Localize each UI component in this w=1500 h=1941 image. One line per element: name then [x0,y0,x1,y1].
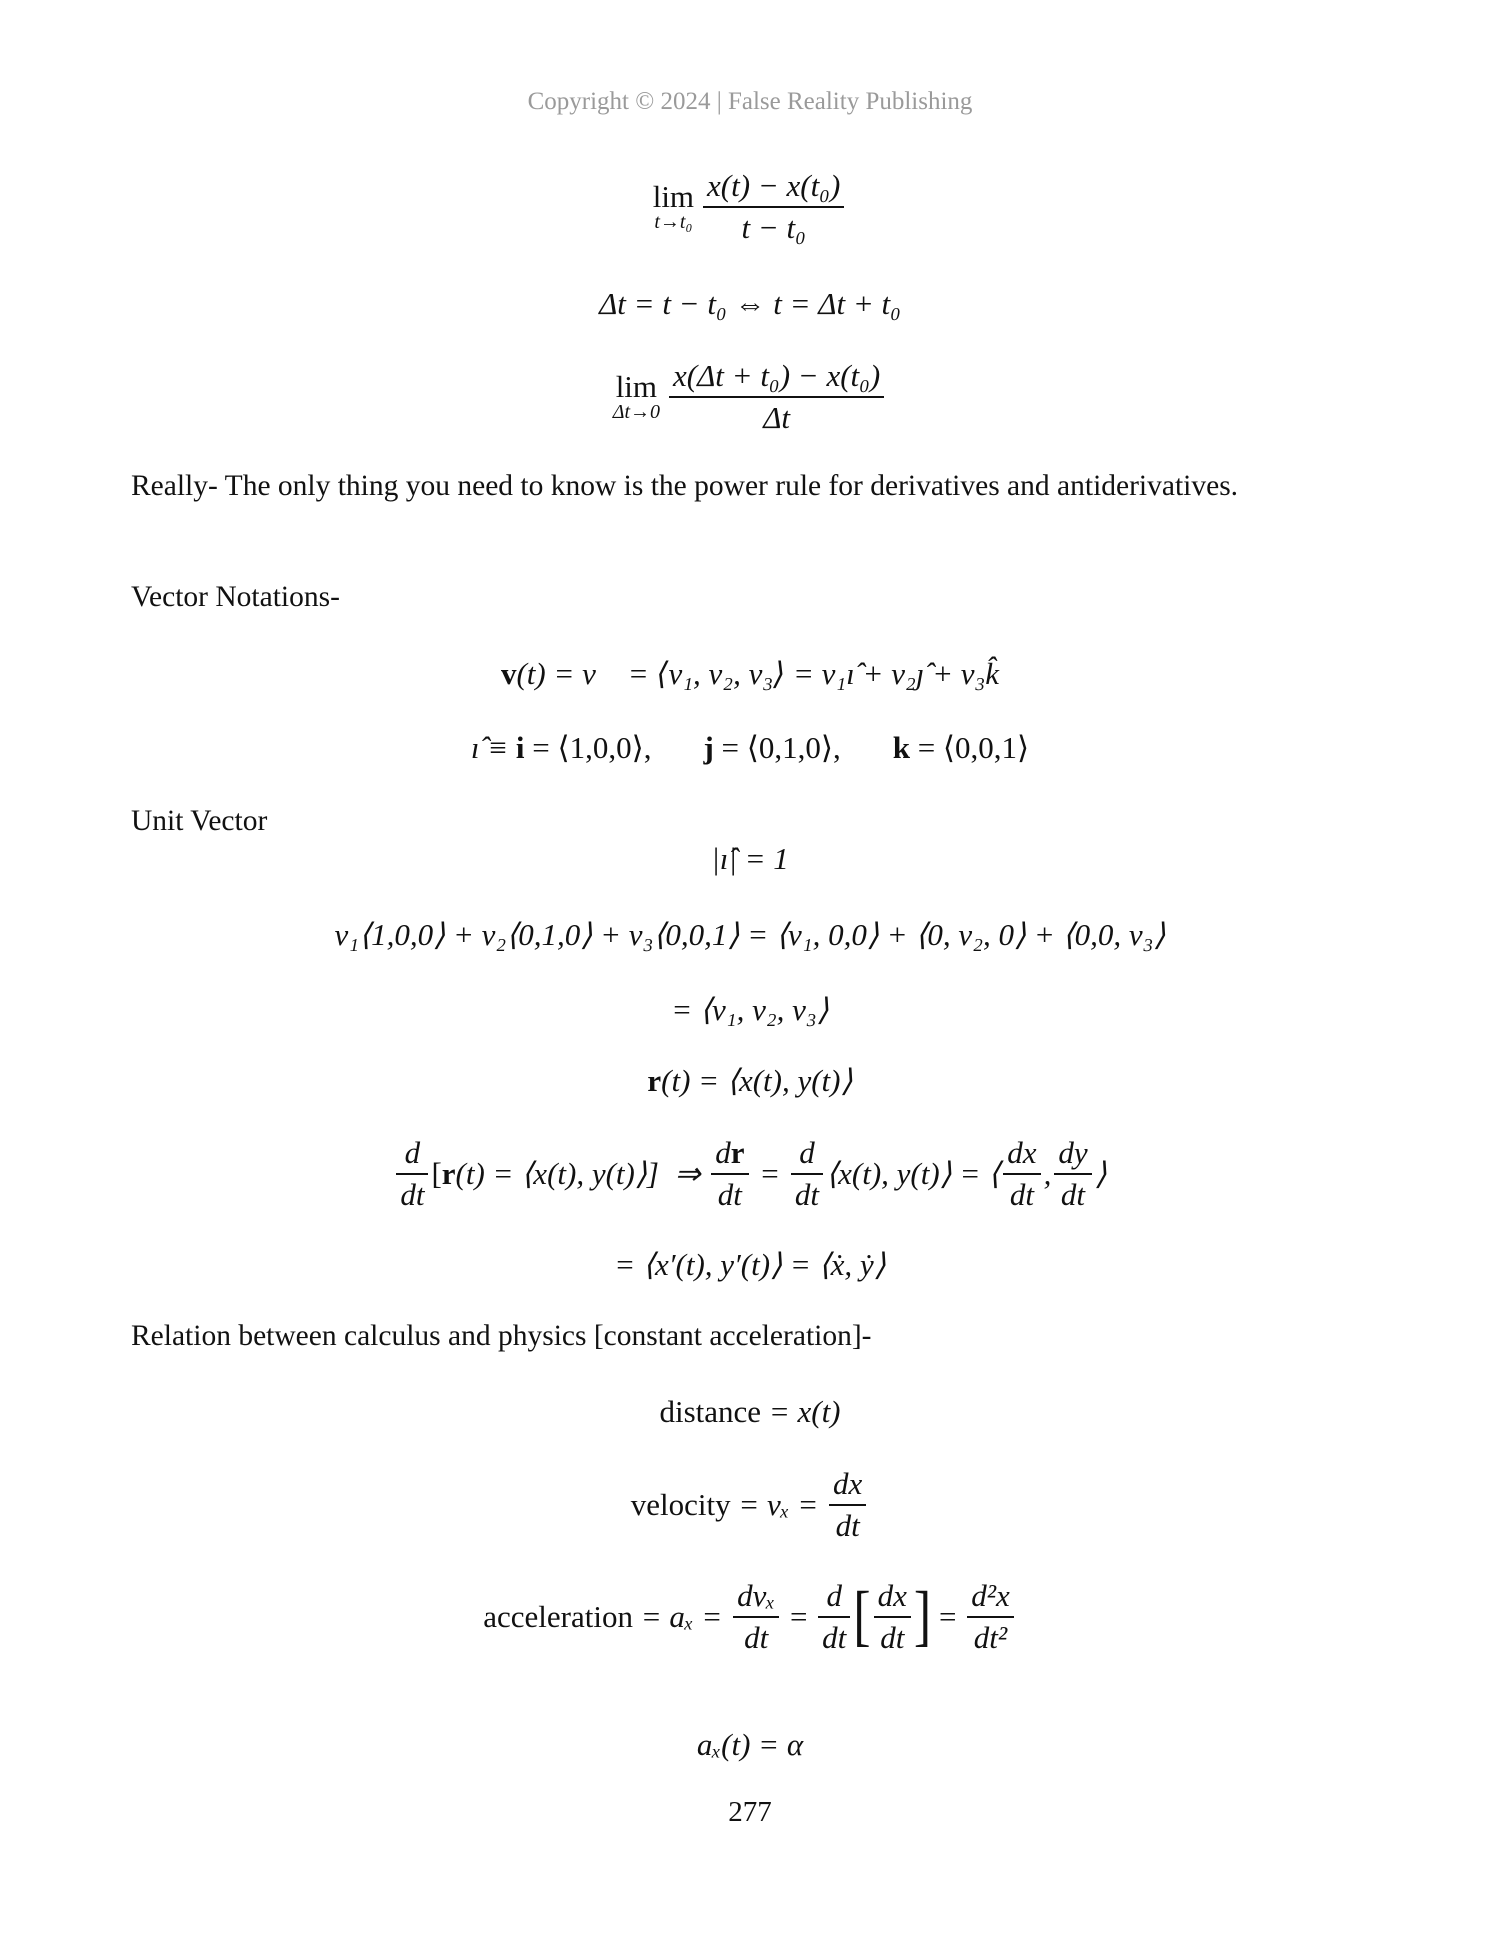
numerator: dx [877,1578,907,1613]
bracket: [ [853,1578,871,1654]
heading-vector-notations: Vector Notations- [131,581,340,613]
equation-rest: = x(t) [761,1394,841,1429]
bracket: [ [431,1155,442,1191]
denominator: dt [829,1504,866,1544]
denominator: dt [791,1173,823,1213]
lim-subscript: t→t₀ [654,211,693,234]
numerator: dy [1058,1135,1088,1170]
bold-r: r [647,1063,662,1098]
label: acceleration [483,1598,633,1634]
lim-label: lim [615,369,658,405]
fraction [396,1135,428,1212]
equation-rest: = aₓ = [632,1598,731,1634]
paragraph-power-rule: Really- The only thing you need to know is the power rule for derivatives and antiderivatives. [131,470,1239,502]
denominator: Δt [669,396,884,436]
equation-delta-t: Δt = t − t₀ ⇔ t = Δt + t₀ [599,286,901,321]
text: (t) = ⟨x(t), y(t)⟩] ⇒ [455,1155,709,1191]
equation-constant-acceleration: aₓ(t) = α [696,1727,804,1762]
denominator: dt [1054,1173,1091,1213]
numerator: dx [833,1466,863,1501]
d: d [715,1135,731,1170]
numerator: d [799,1135,815,1170]
equation-rest: = vₓ = [730,1486,826,1522]
equation-position-vector [0,1063,1500,1099]
page-number: 277 [728,1796,772,1828]
equation-component-result: = ⟨v₁, v₂, v₃⟩ [671,992,829,1027]
fraction [829,1466,866,1543]
fraction [669,358,884,435]
equation-derivative-vector [0,1135,1500,1212]
text: = ⟨0,1,0⟩, [713,730,841,765]
heading-calculus-physics: Relation between calculus and physics [constant acceleration]- [131,1320,872,1352]
equals: = [751,1155,788,1191]
fraction [1003,1135,1040,1212]
numerator: d [404,1135,421,1170]
fraction [874,1578,911,1655]
equation-rest: (t) = v⃗ = ⟨v₁, v₂, v₃⟩ = v₁ı̂ + v₂ȷ̂ + v₃k̂ [516,656,1000,691]
equation-derivative-result: = ⟨x′(t), y′(t)⟩ = ⟨ẋ, ẏ⟩ [614,1247,886,1282]
fraction [703,168,844,245]
denominator: dt [874,1616,911,1656]
numerator [711,1135,748,1173]
heading-unit-vector: Unit Vector [131,805,268,837]
equation-rest: (t) = ⟨x(t), y(t)⟩ [661,1063,853,1098]
denominator: dt [711,1173,748,1213]
text: = ⟨0,0,1⟩ [909,730,1030,765]
label: velocity [630,1486,731,1522]
fraction [967,1578,1014,1655]
fraction [733,1578,779,1655]
numerator: x(t) − x(t₀) [707,168,841,203]
label: distance [659,1394,762,1429]
denominator: dt [1003,1173,1040,1213]
lim-label: lim [652,179,695,215]
bold-r: r [441,1155,456,1191]
equation-velocity [0,1466,1500,1543]
lim-subscript: Δt→0 [612,401,661,424]
denominator: dt [396,1173,428,1213]
equation-vector [0,656,1500,692]
fraction [818,1578,850,1655]
text: ⟨x(t), y(t)⟩ = ⟨ [826,1155,1001,1191]
bold-r: r [730,1135,745,1170]
denominator: t − t₀ [703,206,844,246]
bold-k: k [892,730,910,765]
equals: = [931,1598,965,1634]
equation-distance [0,1394,1500,1430]
denominator: dt² [967,1616,1014,1656]
fraction [711,1135,748,1212]
angle-bracket: ⟩ [1094,1155,1107,1191]
text: ı̂ ≡ [470,730,516,765]
text: = ⟨1,0,0⟩, [524,730,652,765]
fraction [791,1135,823,1212]
numerator: dx [1007,1135,1037,1170]
denominator: dt [733,1616,779,1656]
bracket: ] [913,1578,932,1654]
fraction [1054,1135,1091,1212]
numerator: dvₓ [737,1578,776,1613]
equation-acceleration [0,1578,1500,1655]
numerator: d²x [971,1578,1010,1613]
comma: , [1043,1155,1052,1191]
equation-limit-definition [0,168,1500,245]
equation-limit-delta [0,358,1500,435]
numerator: x(Δt + t₀) − x(t₀) [673,358,881,393]
denominator: dt [818,1616,850,1656]
bold-v: v [500,656,517,691]
equation-unit-magnitude: |ı̂| = 1 [711,841,789,876]
equals: = [782,1598,816,1634]
bold-i: i [515,730,525,765]
equation-unit-basis [0,730,1500,766]
copyright-header: Copyright © 2024 | False Reality Publishing [527,88,973,115]
bold-j: j [703,730,714,765]
numerator: d [826,1578,842,1613]
equation-component-sum: v₁⟨1,0,0⟩ + v₂⟨0,1,0⟩ + v₃⟨0,0,1⟩ = ⟨v₁, 0,0⟩ + ⟨0, v₂, 0⟩ + ⟨0,0, v₃⟩ [334,917,1166,952]
